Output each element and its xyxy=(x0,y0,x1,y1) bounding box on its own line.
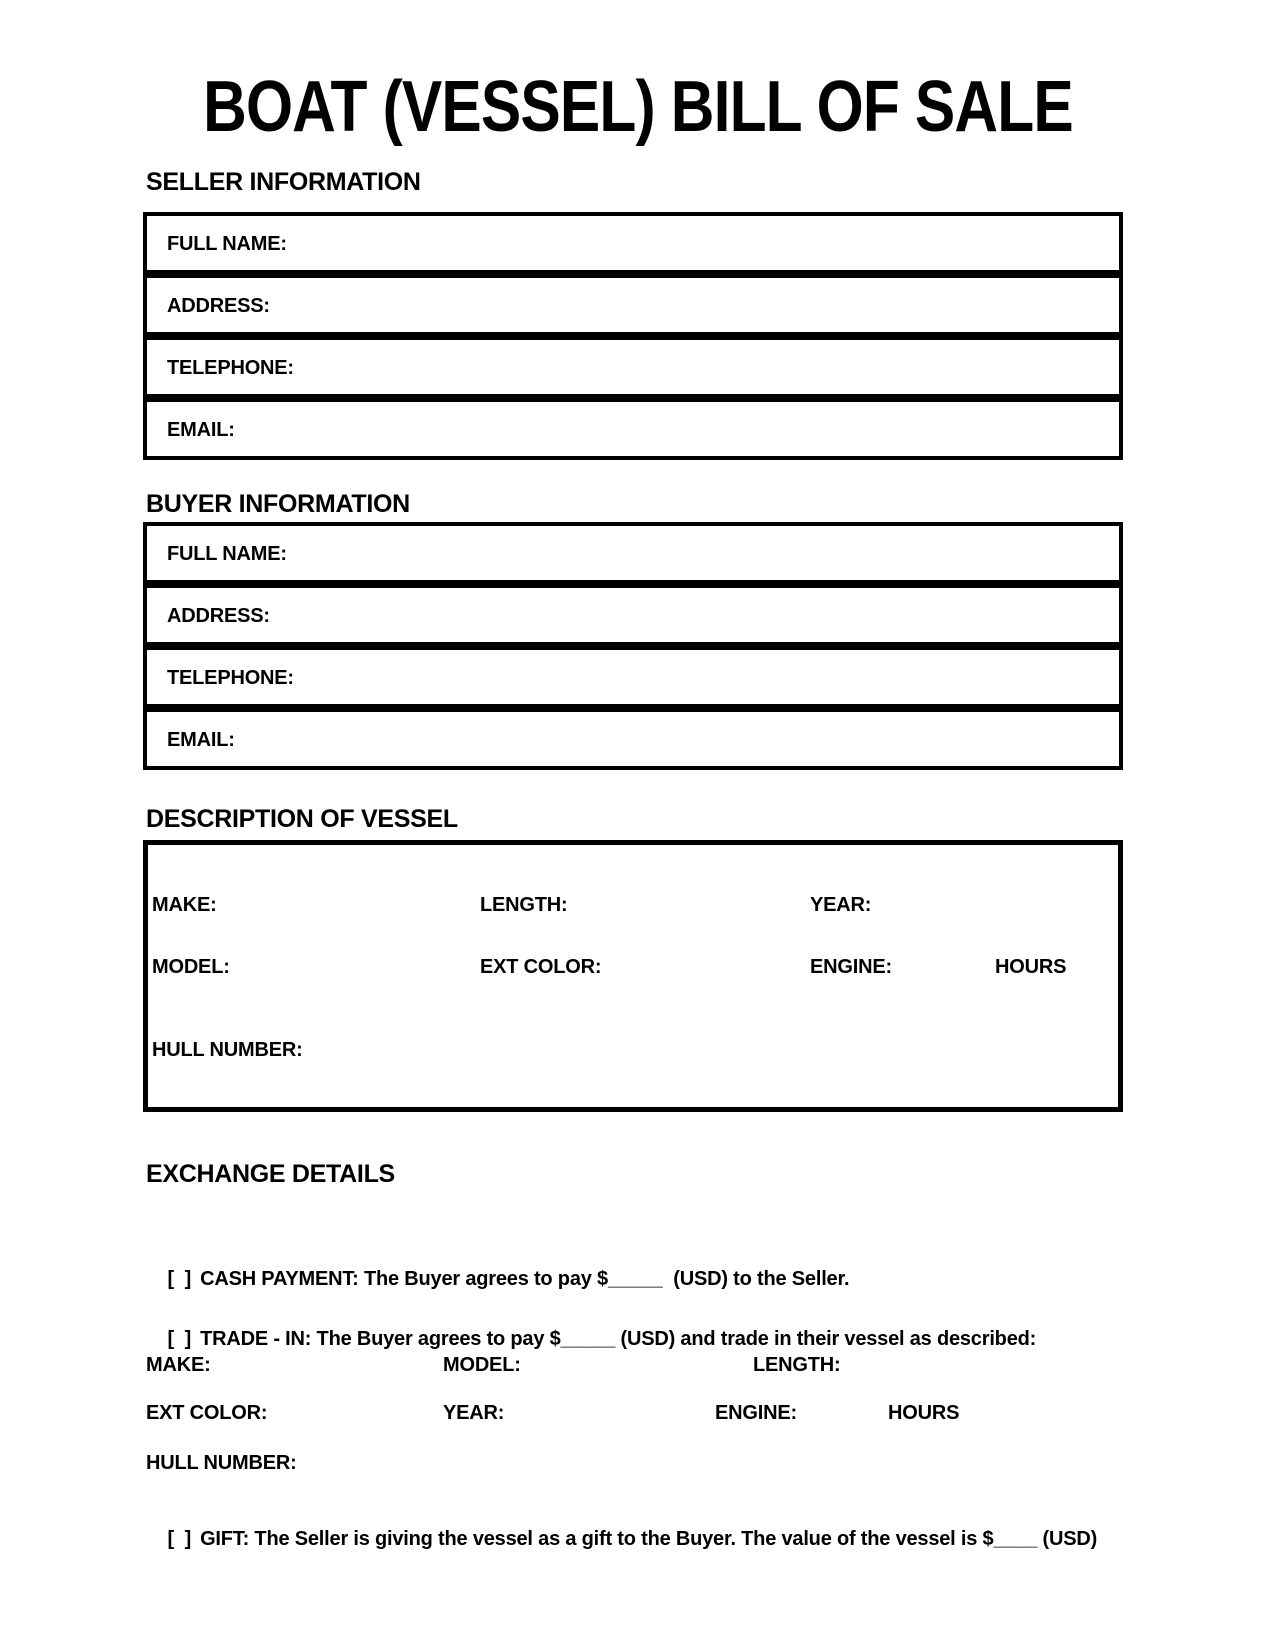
seller-email-field[interactable] xyxy=(143,398,1123,460)
exchange-section-heading: EXCHANGE DETAILS xyxy=(146,1160,395,1188)
seller-telephone-label: TELEPHONE: xyxy=(167,357,294,379)
trade-hours-field[interactable] xyxy=(888,1400,1068,1426)
trade-engine-field[interactable] xyxy=(715,1400,875,1426)
trade-model-label: MODEL: xyxy=(443,1354,521,1376)
seller-full-name-field[interactable] xyxy=(143,212,1123,274)
vessel-ext-color-field[interactable] xyxy=(480,954,780,980)
vessel-make-field[interactable] xyxy=(152,892,452,918)
vessel-row-1 xyxy=(148,892,1118,918)
trade-length-field[interactable] xyxy=(753,1352,1053,1378)
trade-in-option xyxy=(146,1300,1037,1350)
vessel-row-2 xyxy=(148,954,1118,980)
vessel-year-field[interactable] xyxy=(810,892,1090,918)
trade-ext-color-label: EXT COLOR: xyxy=(146,1402,268,1424)
vessel-model-field[interactable] xyxy=(152,954,452,980)
buyer-info-box xyxy=(143,522,1123,770)
vessel-ext-color-label: EXT COLOR: xyxy=(480,956,602,978)
buyer-telephone-field[interactable] xyxy=(143,646,1123,708)
cash-payment-text: CASH PAYMENT: The Buyer agrees to pay $_____ (USD) to the Seller. xyxy=(200,1268,850,1290)
trade-vessel-row-3 xyxy=(146,1450,1126,1476)
buyer-address-label: ADDRESS: xyxy=(167,605,270,627)
buyer-section-heading: BUYER INFORMATION xyxy=(146,490,410,518)
trade-in-checkbox[interactable]: [ ] xyxy=(167,1328,192,1350)
seller-address-label: ADDRESS: xyxy=(167,295,270,317)
seller-address-field[interactable] xyxy=(143,274,1123,336)
cash-payment-checkbox[interactable]: [ ] xyxy=(167,1268,192,1290)
seller-telephone-field[interactable] xyxy=(143,336,1123,398)
seller-full-name-label: FULL NAME: xyxy=(167,233,287,255)
trade-hull-number-label: HULL NUMBER: xyxy=(146,1452,297,1474)
buyer-full-name-label: FULL NAME: xyxy=(167,543,287,565)
buyer-email-field[interactable] xyxy=(143,708,1123,770)
trade-ext-color-field[interactable] xyxy=(146,1400,436,1426)
trade-length-label: LENGTH: xyxy=(753,1354,841,1376)
seller-section-heading: SELLER INFORMATION xyxy=(146,168,421,196)
seller-email-label: EMAIL: xyxy=(167,419,235,441)
trade-vessel-row-1 xyxy=(146,1352,1126,1378)
vessel-length-label: LENGTH: xyxy=(480,894,568,916)
trade-vessel-row-2 xyxy=(146,1400,1126,1426)
gift-checkbox[interactable]: [ ] xyxy=(167,1528,192,1550)
trade-year-field[interactable] xyxy=(443,1400,703,1426)
cash-payment-option xyxy=(146,1240,850,1290)
vessel-make-label: MAKE: xyxy=(152,894,217,916)
vessel-hull-number-label: HULL NUMBER: xyxy=(152,1039,303,1061)
vessel-year-label: YEAR: xyxy=(810,894,872,916)
buyer-email-label: EMAIL: xyxy=(167,729,235,751)
vessel-engine-label: ENGINE: xyxy=(810,956,892,978)
trade-hours-label: HOURS xyxy=(888,1402,960,1424)
buyer-telephone-label: TELEPHONE: xyxy=(167,667,294,689)
trade-make-label: MAKE: xyxy=(146,1354,211,1376)
vessel-length-field[interactable] xyxy=(480,892,780,918)
document-title: BOAT (VESSEL) BILL OF SALE xyxy=(203,67,1073,147)
trade-make-field[interactable] xyxy=(146,1352,436,1378)
vessel-description-box xyxy=(143,840,1123,1112)
gift-option xyxy=(146,1500,1098,1550)
trade-engine-label: ENGINE: xyxy=(715,1402,797,1424)
vessel-engine-field[interactable] xyxy=(810,954,980,980)
vessel-hours-label: HOURS xyxy=(995,956,1067,978)
vessel-row-3 xyxy=(148,1037,1118,1063)
vessel-section-heading: DESCRIPTION OF VESSEL xyxy=(146,805,458,833)
buyer-full-name-field[interactable] xyxy=(143,522,1123,584)
trade-hull-number-field[interactable] xyxy=(146,1450,546,1476)
seller-info-box xyxy=(143,212,1123,460)
buyer-address-field[interactable] xyxy=(143,584,1123,646)
trade-in-text: TRADE - IN: The Buyer agrees to pay $_____ (USD) and trade in their vessel as described: xyxy=(200,1328,1037,1350)
gift-text: GIFT: The Seller is giving the vessel as a gift to the Buyer. The value of the vessel is $____ (USD) xyxy=(200,1528,1098,1550)
trade-year-label: YEAR: xyxy=(443,1402,505,1424)
vessel-hours-field[interactable] xyxy=(995,954,1115,980)
trade-model-field[interactable] xyxy=(443,1352,743,1378)
vessel-model-label: MODEL: xyxy=(152,956,230,978)
vessel-hull-number-field[interactable] xyxy=(152,1037,752,1063)
